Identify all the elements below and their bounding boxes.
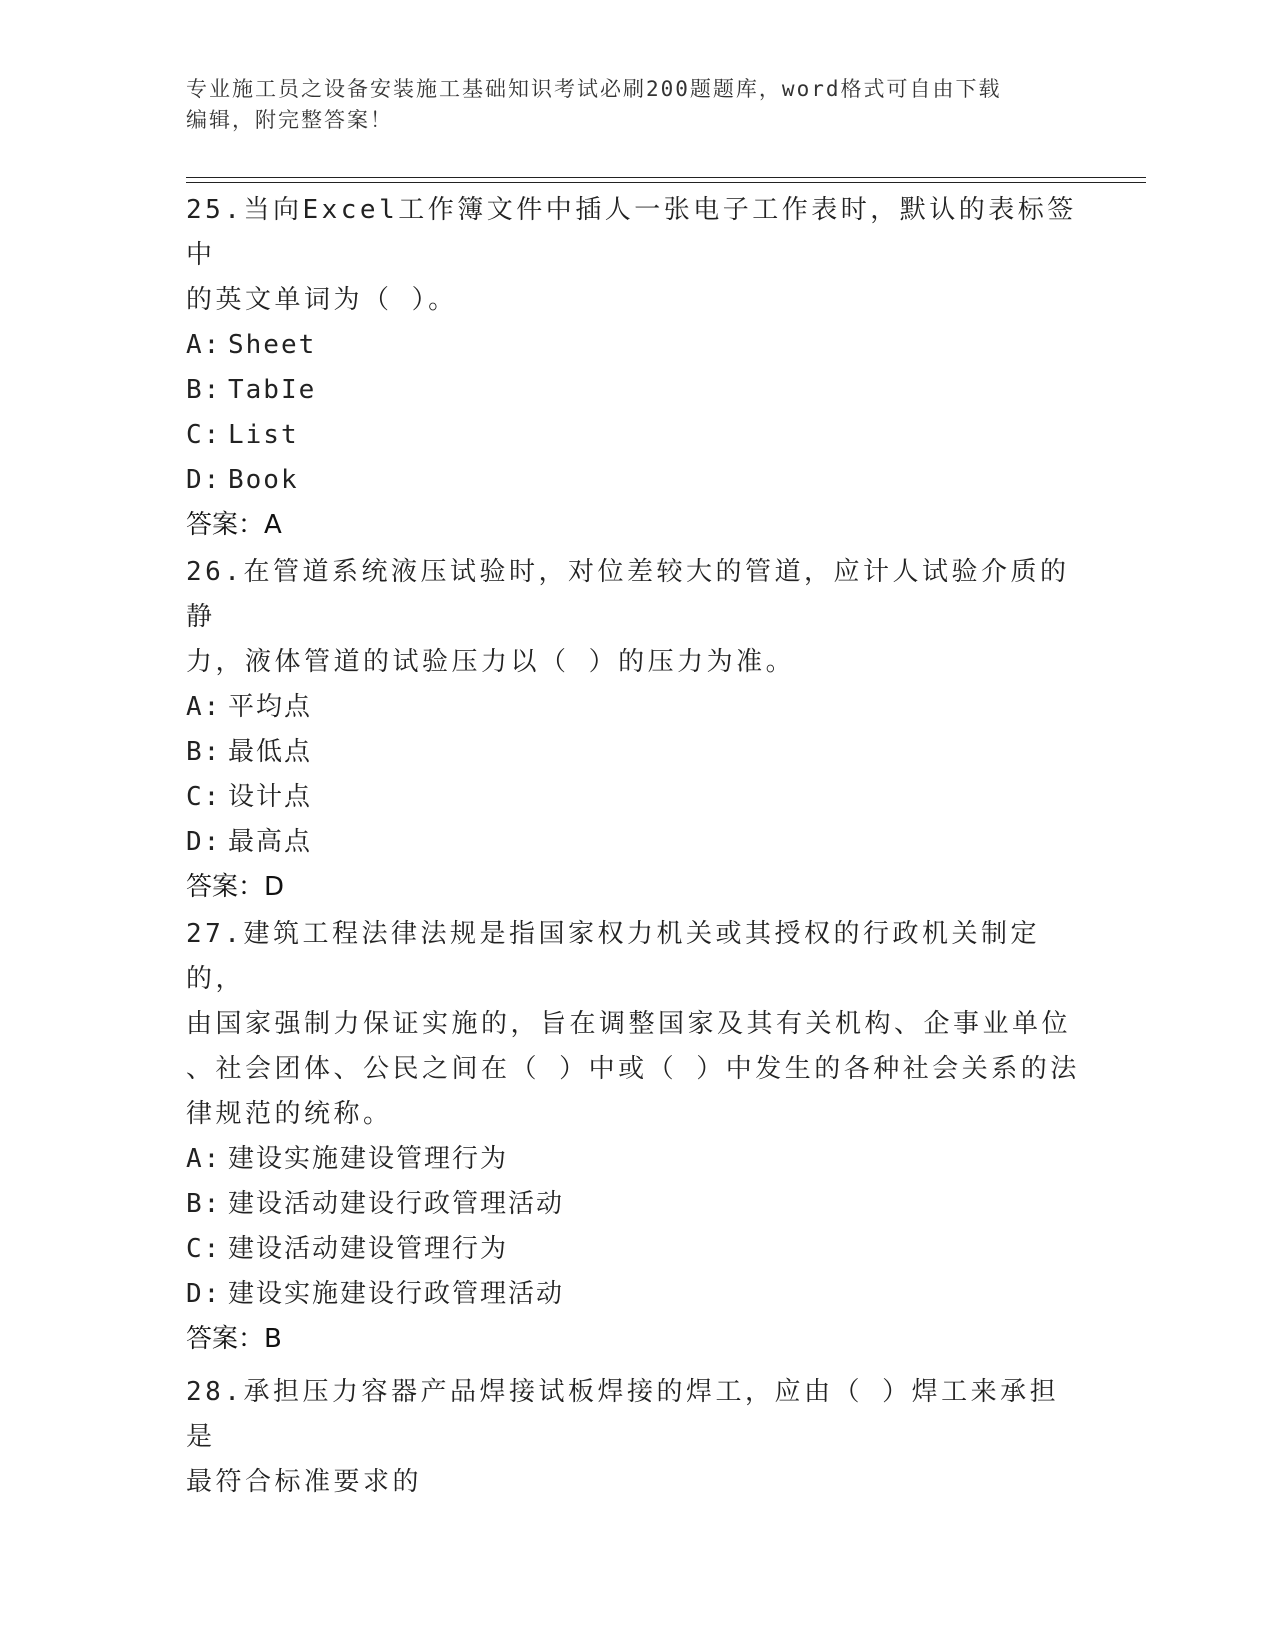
option-b	[186, 1182, 1086, 1227]
question-stem-line: 28.承担压力容器产品焊接试板焊接的焊工，应由（ ）焊工来承担是	[186, 1377, 1060, 1452]
option-d	[186, 820, 1086, 865]
header-divider-top	[186, 177, 1146, 178]
answer: 答案：B	[186, 1324, 282, 1354]
option-b	[186, 368, 1086, 413]
question-28	[186, 1370, 1086, 1505]
document-header	[186, 74, 1066, 136]
option-label: A:	[186, 1144, 222, 1174]
question-stem-line: 、社会团体、公民之间在（ ）中或（ ）中发生的各种社会关系的法	[186, 1054, 1080, 1084]
question-25	[186, 188, 1086, 548]
answer: 答案：A	[186, 510, 282, 540]
question-stem-line: 最符合标准要求的	[186, 1467, 423, 1497]
option-text: Sheet	[228, 330, 317, 360]
option-d	[186, 458, 1086, 503]
option-text: 最低点	[228, 737, 313, 767]
question-stem-line: 律规范的统称。	[186, 1099, 393, 1129]
option-label: D:	[186, 1279, 222, 1309]
option-label: C:	[186, 782, 222, 812]
option-text: TabIe	[228, 375, 317, 405]
answer: 答案：D	[186, 872, 285, 902]
question-stem-line: 由国家强制力保证实施的，旨在调整国家及其有关机构、企事业单位	[186, 1009, 1072, 1039]
option-text: 建设活动建设管理行为	[228, 1234, 509, 1264]
option-a	[186, 323, 1086, 368]
option-label: B:	[186, 737, 222, 767]
option-label: B:	[186, 1189, 222, 1219]
question-stem-line: 27.建筑工程法律法规是指国家权力机关或其授权的行政机关制定的，	[186, 919, 1040, 994]
option-label: A:	[186, 692, 222, 722]
option-a	[186, 685, 1086, 730]
option-label: B:	[186, 375, 222, 405]
header-line-1: 专业施工员之设备安装施工基础知识考试必刷200题题库，word格式可自由下载	[186, 77, 1002, 101]
header-divider-bottom	[186, 182, 1146, 183]
question-26	[186, 550, 1086, 910]
question-stem-line: 力，液体管道的试验压力以（ ）的压力为准。	[186, 647, 796, 677]
header-line-2: 编辑，附完整答案！	[186, 108, 393, 132]
option-text: 建设活动建设行政管理活动	[228, 1189, 565, 1219]
option-label: C:	[186, 420, 222, 450]
question-stem-line: 26.在管道系统液压试验时，对位差较大的管道，应计人试验介质的静	[186, 557, 1070, 632]
question-stem-line: 的英文单词为（ ）。	[186, 285, 458, 315]
option-label: D:	[186, 827, 222, 857]
option-label: D:	[186, 465, 222, 495]
question-27	[186, 912, 1086, 1362]
option-d	[186, 1272, 1086, 1317]
option-c	[186, 775, 1086, 820]
option-text: List	[228, 420, 299, 450]
option-text: 建设实施建设管理行为	[228, 1144, 509, 1174]
question-stem-line: 25.当向Excel工作簿文件中插人一张电子工作表时，默认的表标签中	[186, 195, 1077, 270]
option-text: 平均点	[228, 692, 313, 722]
option-text: 设计点	[228, 782, 313, 812]
option-c	[186, 413, 1086, 458]
option-label: A:	[186, 330, 222, 360]
option-text: Book	[228, 465, 299, 495]
option-text: 建设实施建设行政管理活动	[228, 1279, 565, 1309]
option-b	[186, 730, 1086, 775]
option-label: C:	[186, 1234, 222, 1264]
option-a	[186, 1137, 1086, 1182]
option-text: 最高点	[228, 827, 313, 857]
option-c	[186, 1227, 1086, 1272]
